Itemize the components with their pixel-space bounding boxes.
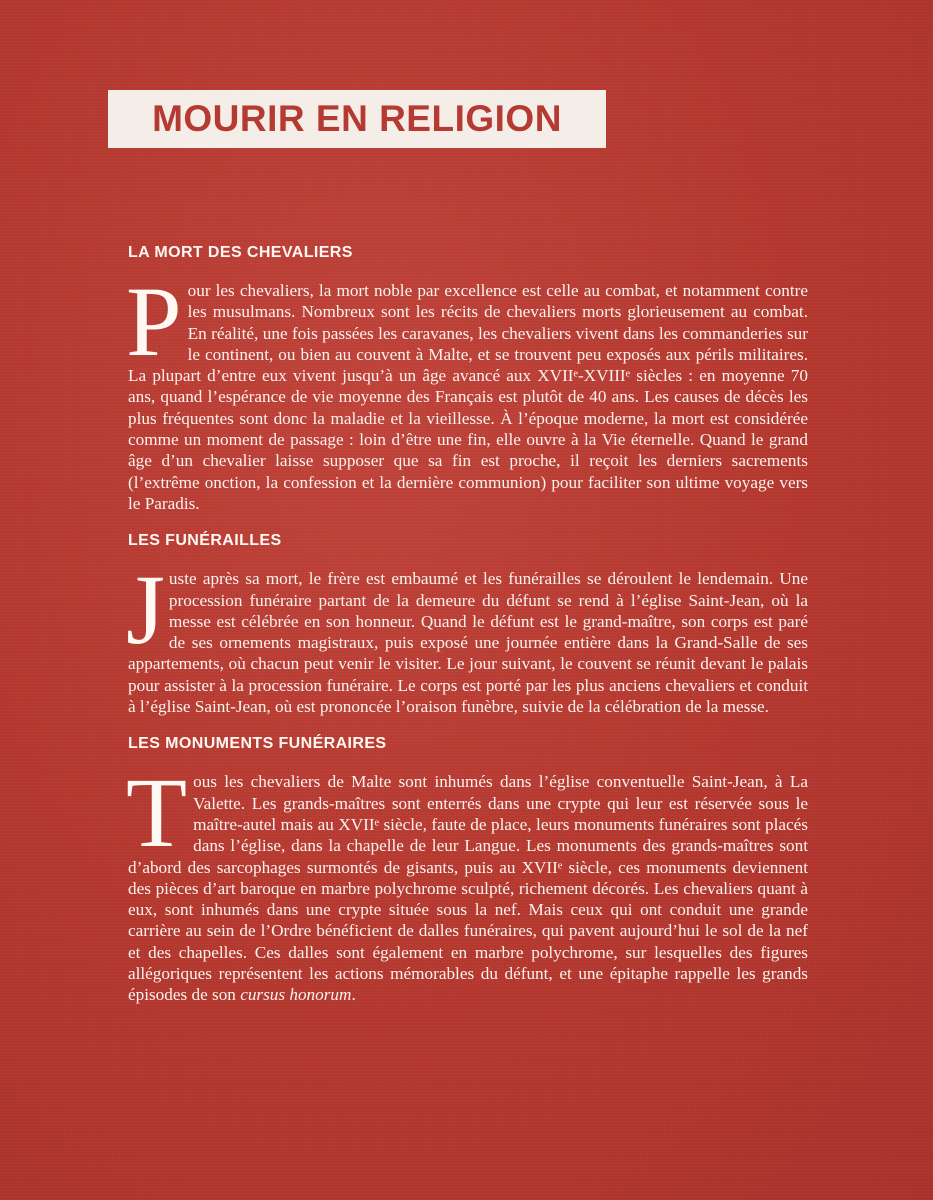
drop-cap: P — [126, 266, 182, 377]
paragraph-text: our les chevaliers, la mort noble par excellence est celle au combat, et notamment contre les musulmans. Nombreux sont les récits de chevaliers morts glorieusement au combat. En réalité, une fois passées les caravanes, les chevaliers vivent dans les commanderies sur le continent, ou bien au couvent à Malte, et se trouvent peu exposés aux périls militaires. La plupart d’entre eux vivent jusqu’à un âge avancé aux XVIIᵉ-XVIIIᵉ siècles : en moyenne 70 ans, quand l’espérance de vie moyenne des Français est plutôt de 40 ans. Les causes de décès les plus fréquentes sont donc la maladie et la vieillesse. À l’époque moderne, la mort est considérée comme un moment de passage : loin d’être une fin, elle ouvre à la Vie éternelle. Quand le grand âge d’un chevalier laisse supposer que sa fin est proche, il reçoit les derniers sacrements (l’extrême onction, la confession et la dernière communion) pour faciliter son ultime voyage vers le Paradis. — [128, 281, 808, 513]
title-banner — [108, 90, 606, 148]
page-title: MOURIR EN RELIGION — [152, 98, 562, 139]
section-monuments-funeraires — [128, 735, 808, 1005]
section-heading: LES MONUMENTS FUNÉRAIRES — [128, 735, 387, 753]
drop-cap: J — [126, 554, 165, 666]
paragraph-text: ous les chevaliers de Malte sont inhumés dans l’église conventuelle Saint-Jean, à La Valette. Les grands-maîtres sont enterrés dans une crypte qui leur est réservée sous le maître-autel mais au XVIIᵉ siècle, faute de place, leurs monuments funéraires sont placés dans l’église, dans la chapelle de leur Langue. Les monuments des grands-maîtres sont d’abord des sarcophages surmontés de gisants, puis au XVIIᵉ siècle, ces monuments deviennent des pièces d’art baroque en marbre polychrome sculpté, richement décorés. Les chevaliers quant à eux, sont inhumés dans une crypte située sous la nef. Mais ceux qui ont conduit une grande carrière au sein de l’Ordre bénéficient de dalles funéraires, qui pavent aujourd’hui le sol de la nef et des chapelles. Ces dalles sont également en marbre polychrome, sur lesquelles des figures allégoriques représentent les actions mémorables du défunt, et une épitaphe rappelle les grands épisodes de son — [128, 772, 808, 1005]
drop-cap: T — [126, 757, 188, 869]
section-heading: LA MORT DES CHEVALIERS — [128, 244, 353, 261]
section-heading: LES FUNÉRAILLES — [128, 532, 282, 550]
section-funerailles — [128, 532, 808, 717]
section-mort-des-chevaliers — [128, 244, 808, 514]
article-body — [128, 244, 808, 1024]
section-paragraph — [126, 266, 808, 514]
italic-term: cursus honorum — [240, 985, 352, 1005]
section-paragraph — [126, 554, 808, 717]
paragraph-text: uste après sa mort, le frère est embaumé et les funérailles se déroulent le lendemain. Une procession funéraire partant de la demeure du défunt se rend à l’église Saint-Jean, où la messe est célébrée en son honneur. Quand le défunt est le grand-maître, son corps est paré de ses ornements magistraux, puis exposé une journée entière dans la Grand-Salle de ses appartements, où chacun peut venir le visiter. Le jour suivant, le couvent se réunit devant le palais pour assister à la procession funéraire. Le corps est porté par les plus anciens chevaliers et conduit à l’église Saint-Jean, où est prononcée l’oraison funèbre, suivie de la célébration de la messe. — [128, 569, 808, 717]
section-paragraph — [126, 757, 808, 1005]
paragraph-end: . — [351, 985, 356, 1005]
